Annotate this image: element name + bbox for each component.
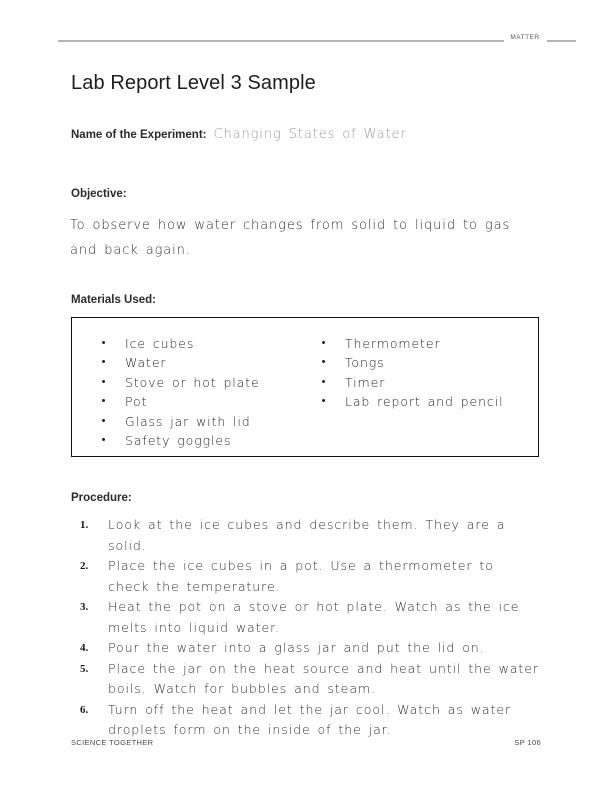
procedure-heading: Procedure: xyxy=(71,492,132,504)
procedure-step xyxy=(71,515,539,556)
procedure-step-text: Look at the ice cubes and describe them. They are a solid. xyxy=(108,517,506,553)
materials-box xyxy=(71,317,539,457)
procedure-step xyxy=(71,597,539,638)
list-item xyxy=(319,373,503,392)
procedure-step-number: 6. xyxy=(80,703,89,716)
list-item-label: Glass jar with lid xyxy=(125,413,251,429)
procedure-step-text: Heat the pot on a stove or hot plate. Watch as the ice melts into liquid water. xyxy=(108,599,520,635)
list-item xyxy=(99,353,260,372)
materials-column-right xyxy=(319,334,503,412)
list-item xyxy=(319,334,503,353)
experiment-name-label: Name of the Experiment: xyxy=(71,129,207,141)
list-item xyxy=(99,431,260,450)
procedure-step-text: Place the jar on the heat source and heat until the water boils. Watch for bubbles and steam. xyxy=(108,660,539,696)
procedure-step-number: 4. xyxy=(80,642,89,654)
procedure-step-text: Pour the water into a glass jar and put the lid on. xyxy=(108,640,485,655)
procedure-step-text: Turn off the heat and let the jar cool. Watch as water droplets form on the inside of the jar. xyxy=(108,701,512,737)
procedure-step xyxy=(71,659,539,700)
bullet-icon: • xyxy=(321,356,327,369)
list-item-label: Safety goggles xyxy=(125,432,232,448)
procedure-list xyxy=(71,515,539,741)
experiment-name-line xyxy=(71,125,407,143)
materials-heading: Materials Used: xyxy=(71,294,157,306)
bullet-icon: • xyxy=(101,414,107,427)
procedure-step-number: 5. xyxy=(80,662,89,675)
objective-heading: Objective: xyxy=(71,188,127,200)
bullet-icon: • xyxy=(101,395,107,408)
experiment-name-value: Changing States of Water xyxy=(213,127,407,142)
list-item-label: Lab report and pencil xyxy=(345,394,504,410)
list-item xyxy=(99,373,260,392)
list-item-label: Thermometer xyxy=(345,336,441,351)
list-item-label: Stove or hot plate xyxy=(125,374,260,390)
footer-left-label: SCIENCE TOGETHER xyxy=(71,738,154,747)
list-item-label: Pot xyxy=(125,394,148,410)
bullet-icon: • xyxy=(101,337,107,349)
bullet-icon: • xyxy=(321,337,327,349)
running-header xyxy=(0,33,612,49)
page-title: Lab Report Level 3 Sample xyxy=(71,72,316,94)
list-item-label: Tongs xyxy=(345,355,385,371)
footer-page-code: SP 106 xyxy=(514,738,541,747)
procedure-step xyxy=(71,700,539,741)
header-rule-right xyxy=(547,40,576,42)
list-item-label: Water xyxy=(125,355,167,371)
objective-text: To observe how water changes from solid to liquid to gas and back again. xyxy=(70,218,511,258)
bullet-icon: • xyxy=(321,375,327,388)
running-header-label: MATTER xyxy=(510,34,540,41)
bullet-icon: • xyxy=(321,395,327,408)
list-item xyxy=(319,353,503,372)
materials-column-left xyxy=(99,334,260,450)
list-item xyxy=(99,392,260,411)
bullet-icon: • xyxy=(101,375,107,388)
header-rule-left xyxy=(58,40,504,42)
procedure-step xyxy=(71,638,539,659)
procedure-step-number: 2. xyxy=(80,560,89,572)
list-item xyxy=(99,412,260,431)
procedure-step xyxy=(71,556,539,597)
procedure-step-text: Place the ice cubes in a pot. Use a thermometer to check the temperature. xyxy=(108,558,494,594)
list-item xyxy=(319,392,503,411)
bullet-icon: • xyxy=(101,356,107,369)
list-item-label: Timer xyxy=(345,374,386,390)
procedure-step-number: 1. xyxy=(80,519,89,531)
bullet-icon: • xyxy=(101,433,107,446)
list-item-label: Ice cubes xyxy=(125,336,195,351)
list-item xyxy=(99,334,260,353)
procedure-step-number: 3. xyxy=(80,601,89,613)
